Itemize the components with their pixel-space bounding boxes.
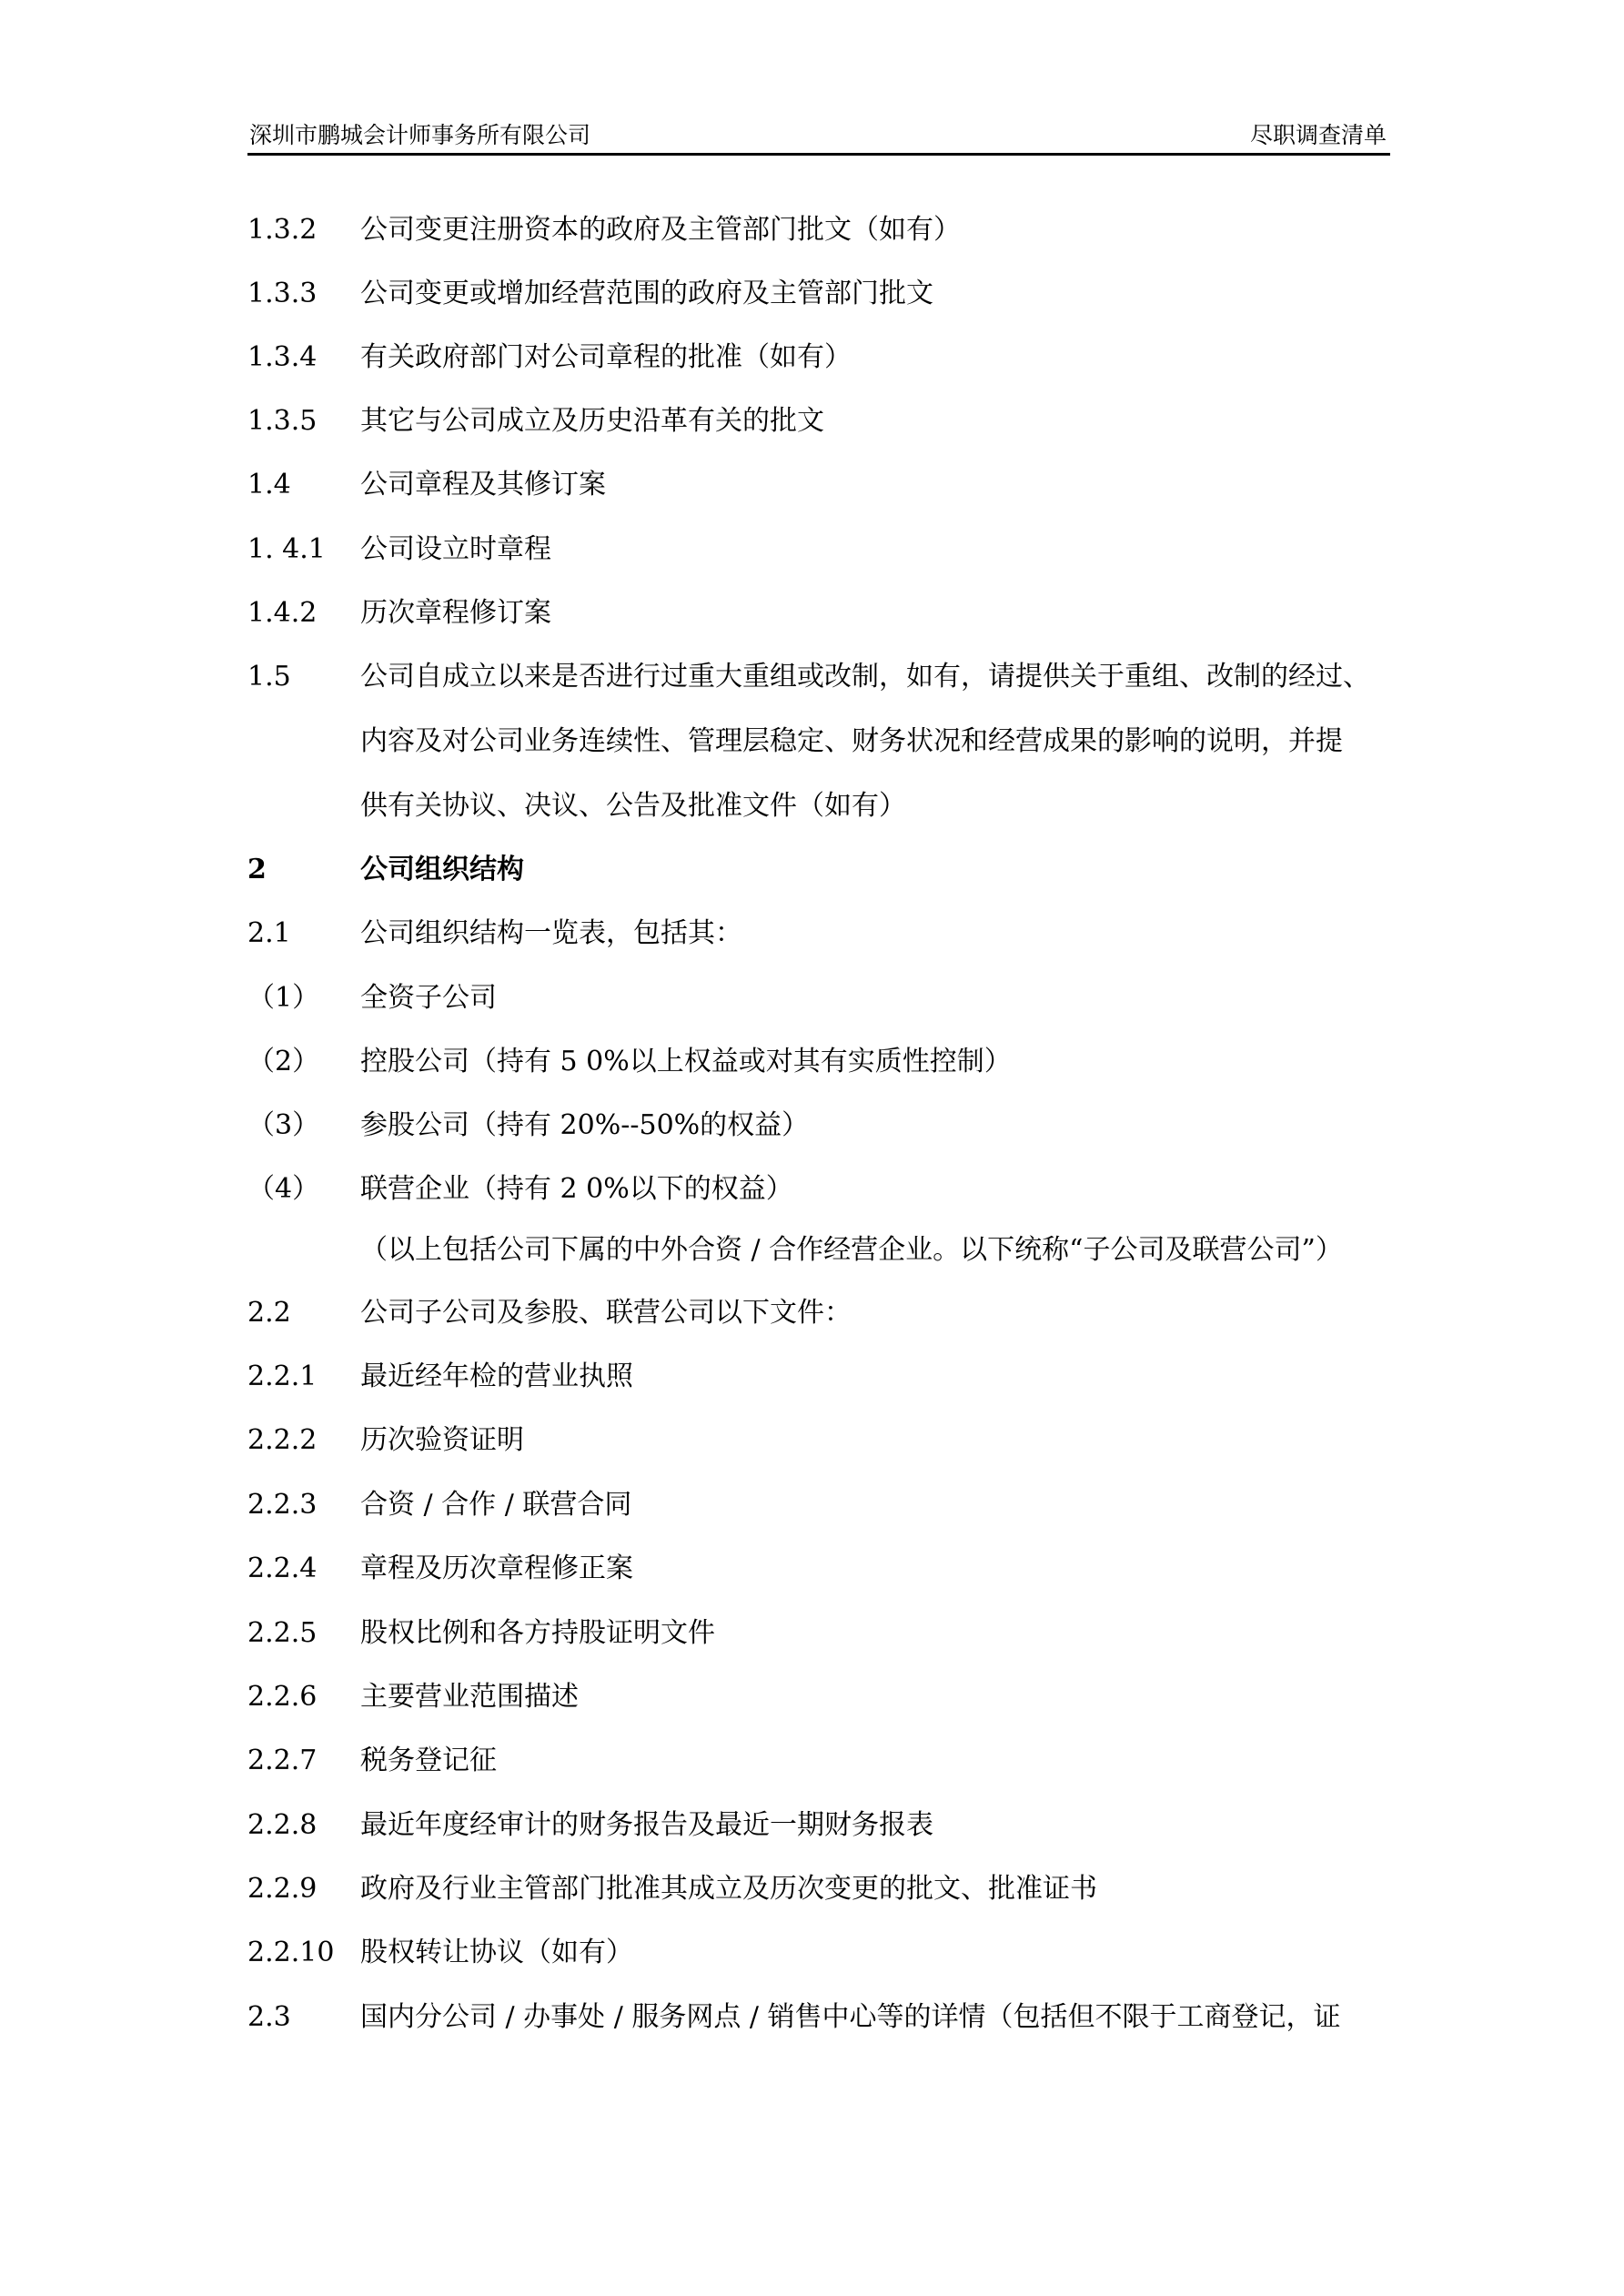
item-text: 公司子公司及参股、联营公司以下文件：	[360, 1297, 852, 1329]
item-number: 2.2.10	[247, 1937, 335, 1968]
list-item	[247, 1677, 1394, 1717]
list-item	[247, 1805, 1394, 1846]
item-text: 有关政府部门对公司章程的批准（如有）	[360, 341, 852, 373]
item-text: 公司自成立以来是否进行过重大重组或改制，如有，请提供关于重组、改制的经过、	[360, 661, 1370, 693]
item-number: 1. 4.1	[247, 533, 326, 565]
item-number: 2.2.7	[247, 1745, 318, 1776]
list-item	[247, 530, 1394, 570]
list-item	[247, 210, 1394, 250]
list-item	[247, 1421, 1394, 1461]
note-text: （以上包括公司下属的中外合资 / 合作经营企业。以下统称“子公司及联营公司”）	[360, 1234, 1343, 1266]
list-item	[247, 978, 1394, 1018]
list-item	[247, 274, 1394, 314]
item-text: 最近经年检的营业执照	[360, 1360, 633, 1392]
item-number: （1）	[247, 982, 320, 1014]
list-item	[247, 1357, 1394, 1397]
item-number: 2.2.9	[247, 1873, 318, 1905]
list-item	[247, 1042, 1394, 1082]
item-text: 公司章程及其修订案	[360, 469, 606, 501]
item-number: 1.3.5	[247, 405, 318, 437]
item-number: 2.2.1	[247, 1360, 318, 1392]
item-number: 2.2.2	[247, 1424, 318, 1456]
list-item	[247, 1293, 1394, 1333]
list-item-continuation	[247, 786, 1394, 826]
item-text: 股权比例和各方持股证明文件	[360, 1617, 715, 1649]
list-item	[247, 1869, 1394, 1909]
list-item	[247, 1613, 1394, 1654]
item-text: 公司变更注册资本的政府及主管部门批文（如有）	[360, 214, 961, 246]
list-item	[247, 593, 1394, 633]
item-text: 联营企业（持有 2 0%以下的权益）	[360, 1173, 793, 1205]
item-text: 历次章程修订案	[360, 597, 551, 629]
item-number: 1.4.2	[247, 597, 318, 629]
item-number: 2.2.5	[247, 1617, 318, 1649]
page-header	[247, 111, 1390, 156]
item-number: 2.2	[247, 1297, 291, 1329]
list-note	[247, 1230, 1394, 1270]
item-text: 内容及对公司业务连续性、管理层稳定、财务状况和经营成果的影响的说明，并提	[360, 725, 1343, 757]
item-number: 2.2.8	[247, 1809, 318, 1841]
item-number: （4）	[247, 1173, 320, 1205]
item-text: 合资 / 合作 / 联营合同	[360, 1489, 632, 1521]
item-number: 1.3.2	[247, 214, 318, 246]
item-text: 股权转让协议（如有）	[360, 1937, 633, 1968]
item-text: 供有关协议、决议、公告及批准文件（如有）	[360, 790, 906, 822]
item-text: 历次验资证明	[360, 1424, 524, 1456]
list-item	[247, 1741, 1394, 1781]
list-item	[247, 401, 1394, 441]
section-title: 公司组织结构	[360, 854, 524, 885]
item-number: 2.1	[247, 917, 291, 949]
item-number: 2.2.3	[247, 1489, 318, 1521]
item-number: 2.2.4	[247, 1553, 318, 1584]
item-number: 1.3.3	[247, 278, 318, 309]
item-text: 公司组织结构一览表，包括其：	[360, 917, 742, 949]
item-number: 2.2.6	[247, 1681, 318, 1713]
item-text: 主要营业范围描述	[360, 1681, 579, 1713]
item-number: 1.4	[247, 469, 291, 501]
item-text: 公司设立时章程	[360, 533, 551, 565]
list-item	[247, 1106, 1394, 1146]
list-item	[247, 914, 1394, 954]
item-text: 国内分公司 / 办事处 / 服务网点 / 销售中心等的详情（包括但不限于工商登记，证	[360, 2001, 1341, 2033]
item-text: 全资子公司	[360, 982, 497, 1014]
header-document-title: 尽职调查清单	[1249, 122, 1387, 148]
header-company-name: 深圳市鹏城会计师事务所有限公司	[249, 122, 591, 148]
item-number: （3）	[247, 1109, 320, 1141]
item-text: 政府及行业主管部门批准其成立及历次变更的批文、批准证书	[360, 1873, 1097, 1905]
item-text: 税务登记征	[360, 1745, 497, 1776]
item-number: 1.3.4	[247, 341, 318, 373]
list-item	[247, 1549, 1394, 1589]
list-item	[247, 657, 1394, 697]
section-heading	[247, 850, 1394, 890]
item-number: 1.5	[247, 661, 291, 693]
list-item	[247, 1998, 1394, 2038]
list-item	[247, 1169, 1394, 1209]
list-item	[247, 1933, 1394, 1973]
item-number: 2.3	[247, 2001, 291, 2033]
item-text: 章程及历次章程修正案	[360, 1553, 633, 1584]
list-item	[247, 465, 1394, 505]
list-item	[247, 338, 1394, 378]
item-text: 公司变更或增加经营范围的政府及主管部门批文	[360, 278, 933, 309]
list-item	[247, 1485, 1394, 1525]
item-number: （2）	[247, 1046, 320, 1077]
list-item-continuation	[247, 722, 1394, 762]
section-number: 2	[247, 854, 267, 885]
item-text: 控股公司（持有 5 0%以上权益或对其有实质性控制）	[360, 1046, 1012, 1077]
item-text: 最近年度经审计的财务报告及最近一期财务报表	[360, 1809, 933, 1841]
item-text: 其它与公司成立及历史沿革有关的批文	[360, 405, 824, 437]
item-text: 参股公司（持有 20%--50%的权益）	[360, 1109, 810, 1141]
